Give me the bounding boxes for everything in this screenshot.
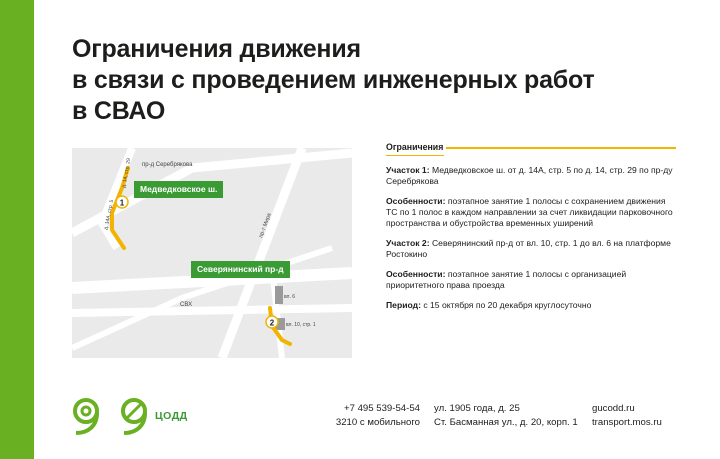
heading-underline [386,155,444,156]
website-link-gucodd[interactable]: gucodd.ru [592,403,635,414]
period-label: Период: [386,300,421,310]
address-contacts [434,402,578,430]
label-vl10: вл. 10, стр. 1 [286,322,316,328]
phone-contacts [322,402,420,430]
marker-2-label: 2 [269,318,275,328]
street-label-svkh: СВХ [180,302,193,308]
period [386,300,676,311]
label-vl6: вл. 6 [284,294,296,300]
section-2 [386,238,676,260]
brand-name: ЦОДД [155,410,188,422]
feature-2 [386,269,676,291]
restrictions-info [386,142,676,320]
callout-severyaninsky: Северянинский пр-д [191,261,290,278]
section-1-label: Участок 1: [386,165,430,175]
route-map-canvas [72,148,352,358]
phone-number[interactable]: +7 495 539-54-54 [343,403,420,414]
moscow-transport-logo-icon [68,396,108,441]
street-label-mira: пр-т Мира [258,212,273,239]
heading-rule [446,147,676,149]
title-line-1: Ограничения движения [72,35,361,63]
section-1-text: Медведковское ш. от д. 14А, стр. 5 по д. 14, стр. 29 по пр-ду Серебрякова [386,165,673,186]
title-line-3: в СВАО [72,97,166,125]
codd-logo-icon [116,396,156,441]
route-map [72,148,352,358]
callout-medvedkovskoe: Медведковское ш. [134,181,223,198]
mobile-short-number: 3210 с мобильного [335,417,420,428]
section-2-label: Участок 2: [386,238,430,248]
title-line-2: в связи с проведением инженерных работ [72,66,595,94]
restrictions-heading-text: Ограничения [386,142,444,152]
label-d14a: д. 14А, стр. 5 [103,199,116,231]
feature-1-label: Особенности: [386,196,446,206]
address-line-1: ул. 1905 года, д. 25 [434,403,520,414]
marker-1-label: 1 [119,198,125,208]
website-link-transport[interactable]: transport.mos.ru [592,417,662,428]
label-d14: д. 14, стр. 29 [121,157,133,189]
feature-1-text: поэтапное занятие 1 полосы с сохранением движения ТС по 1 полос в каждом направлении за счет ликвидации парковочного пространства и обустройства временных уширений [386,196,673,228]
period-text: с 15 октября по 20 декабря круглосуточно [420,300,592,310]
side-accent-bar [0,0,34,459]
feature-1 [386,196,676,229]
address-line-2: Ст. Басманная ул., д. 20, корп. 1 [434,417,578,428]
building-vl6 [275,286,283,304]
feature-2-text: поэтапное занятие 1 полосы с организацией приоритетного права проезда [386,269,627,290]
web-links [592,402,662,430]
feature-2-label: Особенности: [386,269,446,279]
section-2-text: Северянинский пр-д от вл. 10, стр. 1 до вл. 6 на платформе Ростокино [386,238,671,259]
restrictions-heading [386,142,676,153]
street-label-serebryakova: пр-д Серебрякова [142,162,193,168]
section-1 [386,165,676,187]
road-svkh-parallel [72,308,352,313]
page-title [72,34,672,127]
